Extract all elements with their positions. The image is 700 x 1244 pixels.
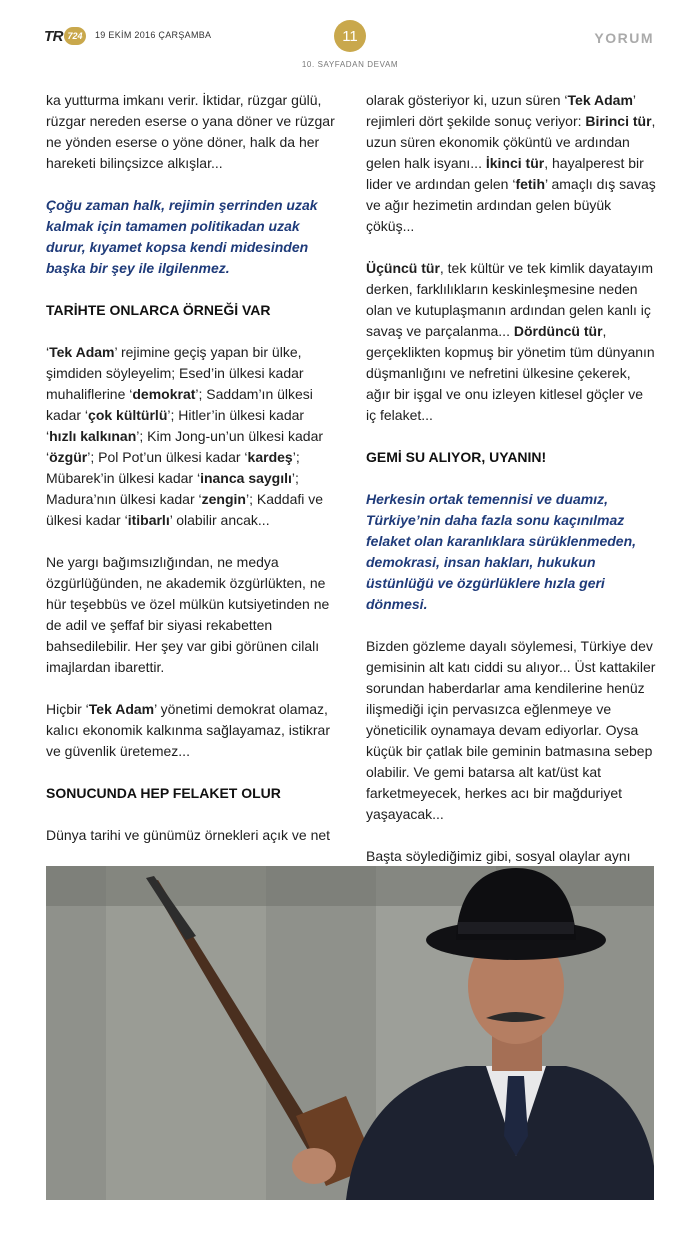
text-run: ‘ [46, 344, 50, 360]
bold-term: İkinci tür [485, 155, 545, 171]
text-run: ’; Saddam’ın ülkesi kadar ‘ [46, 386, 313, 423]
issue-date: 19 EKİM 2016 ÇARŞAMBA [95, 30, 212, 40]
text-run: ’ rejimine geçiş yapan bir ülke, şimdiden söyleyelim; Esed’in ülkesi kadar muhaliflerine ‘ [46, 344, 304, 402]
text-run: ’ olabilir ancak... [169, 512, 270, 528]
bold-term: itibarlı [127, 512, 170, 528]
subheading: GEMİ SU ALIYOR, UYANIN! [366, 449, 547, 465]
paragraph: Bizden gözleme dayalı söylemesi, Türkiye dev gemisinin alt katı ciddi su alıyor... Üst kattakiler sorundan haberdarlar ama kendilerine henüz ilişmediği için pervasızca eğlenmeye ve yöneticilik oynamaya devam ediyorlar. Oysa küçük bir çatlak bile geminin batmasına sebep olabilir. Ve gemi batarsa alt kat/üst kat farketmeyecek, herkes acı bir mağduriyet yaşayacak... [366, 638, 656, 822]
page-header [0, 0, 700, 80]
tr724-logo [44, 25, 86, 47]
bold-term: inanca saygılı [200, 470, 292, 486]
text-run: ’; Mübarek’in ülkesi kadar ‘ [46, 449, 300, 486]
subheading: TARİHTE ONLARCA ÖRNEĞİ VAR [46, 302, 271, 318]
text-run: ’; Hitler’in ülkesi kadar ‘ [46, 407, 305, 444]
page-number-badge: 11 [334, 20, 366, 52]
paragraph [366, 90, 656, 237]
text-run: olarak gösteriyor ki, uzun süren ‘ [366, 92, 568, 108]
paragraph: Dünya tarihi ve günümüz örnekleri açık ve net [46, 827, 331, 843]
photo-illustration [46, 866, 654, 1200]
article-column-left [46, 90, 336, 867]
bold-term: fetih [515, 176, 545, 192]
bold-term: Dördüncü tür [513, 323, 603, 339]
bold-term: zengin [201, 491, 246, 507]
paragraph: Ne yargı bağımsızlığından, ne medya özgürlüğünden, ne akademik özgürlükten, ne hür teşebbüs ve özel mülkün kutsiyetinden ne de adil ve şeffaf bir siyasi rekabetten bahsedilebilir. Her şey var gibi görünen cilalı imajlardan ibarettir. [46, 554, 330, 675]
bold-term: özgür [49, 449, 88, 465]
paragraph [46, 342, 336, 531]
text-run: ’; Pol Pot’un ülkesi kadar ‘ [87, 449, 248, 465]
bold-term: Üçüncü tür [366, 260, 440, 276]
subheading: SONUCUNDA HEP FELAKET OLUR [46, 785, 281, 801]
text-run: ’; Madura’nın ülkesi kadar ‘ [46, 470, 299, 507]
section-label: YORUM [594, 30, 654, 46]
text-run: , gerçeklikten kopmuş bir yönetim tüm dünyanın düşmanlığını ve nefretini ülkesine çekerek, ağır bir işgal ve onu izleyen kitlesel göçler ve iç felaket... [366, 323, 655, 423]
pull-quote: Herkesin ortak temennisi ve duamız, Türkiye’nin daha fazla sonu kaçınılmaz felaket olan karanlıklara sürüklenmeden, demokrasi, insan hakları, hukukun üstünlüğü ve özgürlüklere hızla geri dönmesi. [366, 491, 637, 612]
logo-724-badge: 724 [64, 27, 86, 45]
text-run: Başta söylediğimiz gibi, sosyal olaylar aynı [366, 848, 631, 864]
pull-quote: Çoğu zaman halk, rejimin şerrinden uzak kalmak için tamamen politikadan uzak durur, kıyamet kopsa kendi midesinden başka bir şey ile ilgilenmez. [46, 197, 318, 276]
text-run: ’ yönetimi demokrat olamaz, kalıcı ekonomik kalkınma sağlayamaz, istikrar ve güvenlik üretemez... [46, 701, 330, 759]
bold-term: demokrat [132, 386, 196, 402]
bold-term: hızlı kalkınan [49, 428, 137, 444]
text-run: ’; Kim Jong-un’un ülkesi kadar ‘ [46, 428, 324, 465]
paragraph [366, 258, 656, 426]
text-run: , uzun süren ekonomik çöküntü ve ardından gelen halk isyanı... [366, 113, 656, 171]
bold-term: Tek Adam [88, 701, 155, 717]
continued-from-note: 10. SAYFADAN DEVAM [301, 60, 399, 69]
article-photo [46, 866, 654, 1200]
text-run: , hayalperest bir lider ve ardından gelen ‘ [366, 155, 644, 192]
article-column-right [366, 90, 656, 930]
text-run: ’ amaçlı dış savaş ve ağır hezimetin ardından gelen büyük çöküş... [366, 176, 656, 234]
text-run: Hiçbir ‘ [46, 701, 89, 717]
text-run: ’; Kaddafi ve ülkesi kadar ‘ [46, 491, 324, 528]
bold-term: Birinci tür [585, 113, 652, 129]
logo-tr-text: TR [44, 27, 63, 45]
bold-term: Tek Adam [567, 92, 633, 108]
bold-term: kardeş [247, 449, 293, 465]
text-run: , tek kültür ve tek kimlik dayatayım derken, farklılıkların keskinleşmesine neden olan ve kutuplaşmanın ardından gelen kanlı iç savaş ve parçalanma... [366, 260, 654, 339]
text-run: ’ rejimleri dört şekilde sonuç veriyor: [366, 92, 636, 129]
paragraph [46, 699, 336, 762]
bold-term: Tek Adam [49, 344, 115, 360]
bold-term: çok kültürlü [88, 407, 168, 423]
paragraph: ka yutturma imkanı verir. İktidar, rüzgar gülü, rüzgar nereden eserse o yana döner ve rüzgar ne yönden eserse o yöne döner, halk da her hareketi bilinçsizce alkışlar... [46, 92, 335, 171]
